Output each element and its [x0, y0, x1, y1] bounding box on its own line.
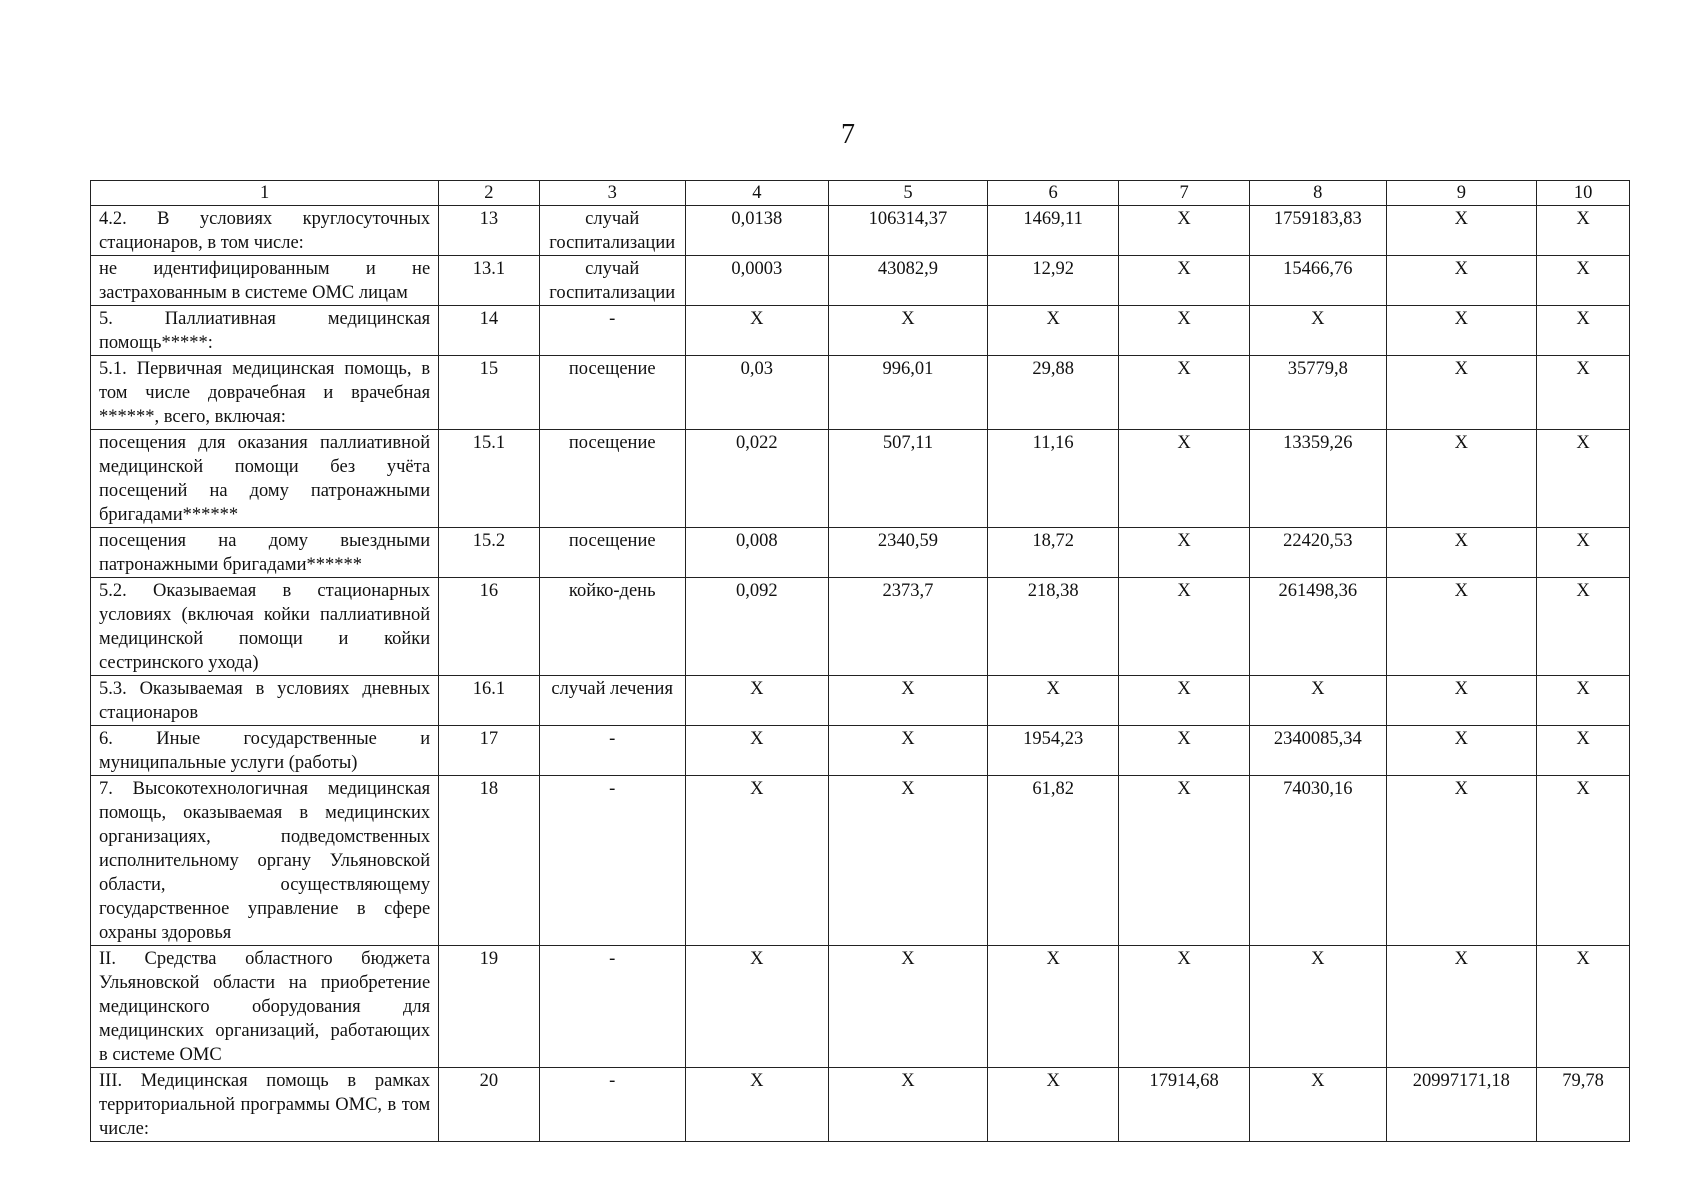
column-number: 6: [988, 181, 1119, 206]
value-col-9: X: [1386, 256, 1537, 306]
page-number: 7: [841, 119, 855, 150]
value-col-4: X: [685, 306, 828, 356]
value-col-6: 61,82: [988, 776, 1119, 946]
table-row: [91, 578, 1630, 676]
table-row: [91, 306, 1630, 356]
value-col-8: 74030,16: [1250, 776, 1386, 946]
value-col-6: 18,72: [988, 528, 1119, 578]
value-col-7: 17914,68: [1119, 1068, 1250, 1142]
value-col-4: X: [685, 726, 828, 776]
indicator-name: посещения для оказания паллиативной медицинской помощи без учёта посещений на дому патронажными бригадами******: [91, 430, 439, 528]
value-col-6: X: [988, 306, 1119, 356]
value-col-5: X: [828, 306, 987, 356]
unit-of-measure: посещение: [539, 356, 685, 430]
unit-of-measure: -: [539, 726, 685, 776]
table-row: [91, 1068, 1630, 1142]
table-row: [91, 528, 1630, 578]
unit-of-measure: посещение: [539, 430, 685, 528]
column-number: 9: [1386, 181, 1537, 206]
value-col-10: X: [1537, 578, 1630, 676]
value-col-9: X: [1386, 776, 1537, 946]
column-number: 10: [1537, 181, 1630, 206]
row-code: 16.1: [439, 676, 539, 726]
value-col-10: X: [1537, 946, 1630, 1068]
value-col-9: 20997171,18: [1386, 1068, 1537, 1142]
value-col-10: X: [1537, 776, 1630, 946]
row-code: 15: [439, 356, 539, 430]
value-col-6: 1469,11: [988, 206, 1119, 256]
value-col-4: 0,008: [685, 528, 828, 578]
value-col-10: X: [1537, 256, 1630, 306]
value-col-8: X: [1250, 946, 1386, 1068]
unit-of-measure: -: [539, 306, 685, 356]
indicator-name: 5. Паллиативная медицинская помощь*****:: [91, 306, 439, 356]
value-col-5: 2340,59: [828, 528, 987, 578]
value-col-8: 2340085,34: [1250, 726, 1386, 776]
value-col-10: X: [1537, 206, 1630, 256]
table-row: [91, 946, 1630, 1068]
value-col-7: X: [1119, 676, 1250, 726]
indicator-name: 4.2. В условиях круглосуточных стационаров, в том числе:: [91, 206, 439, 256]
table-row: [91, 776, 1630, 946]
value-col-4: 0,092: [685, 578, 828, 676]
column-number: 2: [439, 181, 539, 206]
unit-of-measure: случай лечения: [539, 676, 685, 726]
value-col-8: 22420,53: [1250, 528, 1386, 578]
value-col-4: 0,0003: [685, 256, 828, 306]
value-col-6: 218,38: [988, 578, 1119, 676]
value-col-9: X: [1386, 430, 1537, 528]
value-col-10: X: [1537, 528, 1630, 578]
unit-of-measure: -: [539, 1068, 685, 1142]
row-code: 15.2: [439, 528, 539, 578]
value-col-5: 43082,9: [828, 256, 987, 306]
unit-of-measure: -: [539, 776, 685, 946]
unit-of-measure: койко-день: [539, 578, 685, 676]
value-col-7: X: [1119, 528, 1250, 578]
indicator-name: 5.3. Оказываемая в условиях дневных стационаров: [91, 676, 439, 726]
value-col-5: X: [828, 676, 987, 726]
value-col-4: 0,022: [685, 430, 828, 528]
value-col-10: X: [1537, 676, 1630, 726]
column-number: 7: [1119, 181, 1250, 206]
row-code: 17: [439, 726, 539, 776]
value-col-6: 29,88: [988, 356, 1119, 430]
value-col-5: X: [828, 1068, 987, 1142]
table-row: [91, 206, 1630, 256]
value-col-4: 0,0138: [685, 206, 828, 256]
value-col-5: X: [828, 946, 987, 1068]
value-col-7: X: [1119, 356, 1250, 430]
value-col-8: X: [1250, 1068, 1386, 1142]
value-col-5: 106314,37: [828, 206, 987, 256]
table-row: [91, 356, 1630, 430]
value-col-9: X: [1386, 528, 1537, 578]
unit-of-measure: случай госпитализации: [539, 256, 685, 306]
value-col-7: X: [1119, 430, 1250, 528]
value-col-8: X: [1250, 306, 1386, 356]
indicator-name: II. Средства областного бюджета Ульяновской области на приобретение медицинского оборудования для медицинских организаций, работающих в системе ОМС: [91, 946, 439, 1068]
table-row: [91, 676, 1630, 726]
column-number: 3: [539, 181, 685, 206]
data-table: [90, 180, 1630, 1142]
value-col-7: X: [1119, 776, 1250, 946]
column-number: 8: [1250, 181, 1386, 206]
value-col-8: 13359,26: [1250, 430, 1386, 528]
value-col-10: X: [1537, 430, 1630, 528]
unit-of-measure: посещение: [539, 528, 685, 578]
table-row: [91, 430, 1630, 528]
value-col-6: 11,16: [988, 430, 1119, 528]
value-col-6: 1954,23: [988, 726, 1119, 776]
column-number-row: [91, 181, 1630, 206]
indicator-name: 7. Высокотехнологичная медицинская помощь, оказываемая в медицинских организациях, подведомственных исполнительному органу Ульяновской области, осуществляющему государственное управление в сфере охраны здоровья: [91, 776, 439, 946]
value-col-7: X: [1119, 256, 1250, 306]
row-code: 20: [439, 1068, 539, 1142]
value-col-10: X: [1537, 726, 1630, 776]
row-code: 18: [439, 776, 539, 946]
indicator-name: 5.1. Первичная медицинская помощь, в том числе доврачебная и врачебная ******, всего, включая:: [91, 356, 439, 430]
value-col-8: 15466,76: [1250, 256, 1386, 306]
value-col-4: 0,03: [685, 356, 828, 430]
value-col-6: X: [988, 946, 1119, 1068]
unit-of-measure: случай госпитализации: [539, 206, 685, 256]
value-col-9: X: [1386, 356, 1537, 430]
value-col-7: X: [1119, 946, 1250, 1068]
row-code: 14: [439, 306, 539, 356]
value-col-6: X: [988, 676, 1119, 726]
value-col-10: X: [1537, 306, 1630, 356]
value-col-4: X: [685, 676, 828, 726]
value-col-9: X: [1386, 946, 1537, 1068]
value-col-8: X: [1250, 676, 1386, 726]
value-col-5: 507,11: [828, 430, 987, 528]
value-col-8: 261498,36: [1250, 578, 1386, 676]
value-col-8: 35779,8: [1250, 356, 1386, 430]
value-col-4: X: [685, 946, 828, 1068]
column-number: 1: [91, 181, 439, 206]
indicator-name: 6. Иные государственные и муниципальные услуги (работы): [91, 726, 439, 776]
row-code: 13: [439, 206, 539, 256]
value-col-10: X: [1537, 356, 1630, 430]
value-col-7: X: [1119, 306, 1250, 356]
indicator-name: III. Медицинская помощь в рамках территориальной программы ОМС, в том числе:: [91, 1068, 439, 1142]
value-col-8: 1759183,83: [1250, 206, 1386, 256]
value-col-10: 79,78: [1537, 1068, 1630, 1142]
value-col-7: X: [1119, 726, 1250, 776]
row-code: 19: [439, 946, 539, 1068]
value-col-9: X: [1386, 726, 1537, 776]
value-col-5: 996,01: [828, 356, 987, 430]
value-col-9: X: [1386, 306, 1537, 356]
value-col-5: X: [828, 776, 987, 946]
value-col-7: X: [1119, 578, 1250, 676]
value-col-9: X: [1386, 578, 1537, 676]
unit-of-measure: -: [539, 946, 685, 1068]
column-number: 4: [685, 181, 828, 206]
table-row: [91, 256, 1630, 306]
row-code: 15.1: [439, 430, 539, 528]
value-col-9: X: [1386, 206, 1537, 256]
indicator-name: посещения на дому выездными патронажными бригадами******: [91, 528, 439, 578]
value-col-4: X: [685, 776, 828, 946]
value-col-5: X: [828, 726, 987, 776]
value-col-7: X: [1119, 206, 1250, 256]
row-code: 16: [439, 578, 539, 676]
row-code: 13.1: [439, 256, 539, 306]
value-col-5: 2373,7: [828, 578, 987, 676]
value-col-6: X: [988, 1068, 1119, 1142]
indicator-name: 5.2. Оказываемая в стационарных условиях (включая койки паллиативной медицинской помощи и койки сестринского ухода): [91, 578, 439, 676]
value-col-4: X: [685, 1068, 828, 1142]
table-row: [91, 726, 1630, 776]
indicator-name: не идентифицированным и не застрахованным в системе ОМС лицам: [91, 256, 439, 306]
column-number: 5: [828, 181, 987, 206]
value-col-6: 12,92: [988, 256, 1119, 306]
value-col-9: X: [1386, 676, 1537, 726]
